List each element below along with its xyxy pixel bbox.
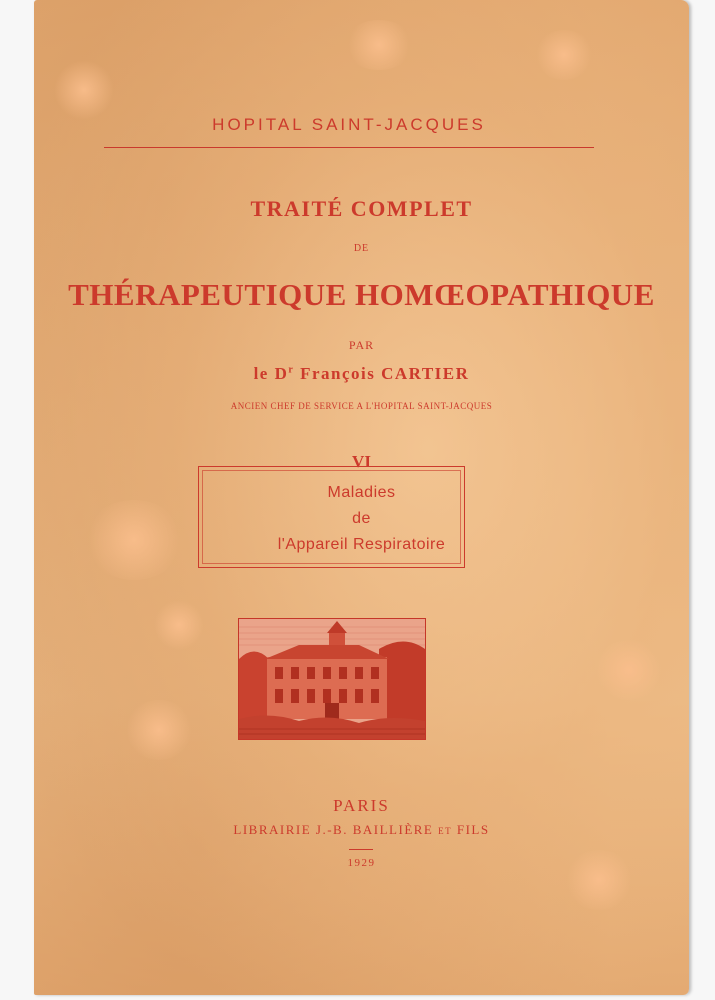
publisher bbox=[34, 822, 689, 838]
author-affiliation: ANCIEN CHEF DE SERVICE A L'HOPITAL SAINT-JACQUES bbox=[230, 401, 493, 411]
title-line-1: TRAITÉ COMPLET bbox=[250, 196, 473, 221]
hospital-illustration bbox=[238, 618, 426, 740]
author-prefix: le D bbox=[253, 364, 289, 383]
publisher-et: ET bbox=[438, 826, 453, 836]
volume-title-line-2: de bbox=[352, 510, 371, 527]
hospital-header: HOPITAL SAINT-JACQUES bbox=[212, 115, 486, 134]
volume-number bbox=[34, 452, 689, 472]
author-line bbox=[34, 364, 689, 384]
publisher-suffix: FILS bbox=[456, 822, 490, 837]
title-connector: DE bbox=[353, 243, 370, 254]
volume-title-line-3: l'Appareil Respiratoire bbox=[277, 536, 446, 553]
publisher-rule bbox=[349, 849, 373, 850]
publication-year: 1929 bbox=[347, 857, 376, 869]
hospital-building-image bbox=[239, 619, 425, 739]
publisher-name: LIBRAIRIE J.-B. BAILLIÈRE bbox=[233, 822, 434, 837]
author-name: François CARTIER bbox=[300, 364, 470, 383]
title-line-2: THÉRAPEUTIQUE HOMŒOPATHIQUE bbox=[68, 277, 655, 312]
book-cover bbox=[34, 0, 689, 995]
volume-title-line-1: Maladies bbox=[327, 484, 396, 501]
author-prefix-sup: r bbox=[288, 364, 295, 376]
volume-number-text: VI bbox=[352, 452, 371, 471]
publication-place: PARIS bbox=[333, 796, 390, 815]
by-line: PAR bbox=[348, 338, 375, 352]
header-rule bbox=[104, 147, 594, 148]
